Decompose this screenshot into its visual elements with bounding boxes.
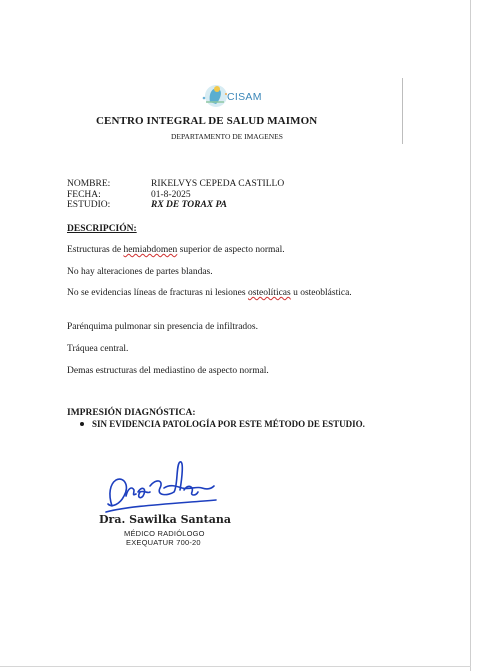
name-value: RIKELVYS CEPEDA CASTILLO <box>151 179 285 189</box>
impression-item-text: SIN EVIDENCIA PATOLOGÍA POR ESTE MÉTODO DE ESTUDIO. <box>92 419 365 429</box>
description-paragraph-5: Tráquea central. <box>67 344 129 354</box>
paragraph-text: u osteoblástica. <box>290 288 352 298</box>
paragraph-text: No se evidencias líneas de fracturas ni lesiones <box>67 288 248 298</box>
description-paragraph-1 <box>67 245 367 256</box>
name-label: NOMBRE: <box>67 179 111 189</box>
page-edge <box>470 0 471 671</box>
impression-item <box>80 419 365 429</box>
impression-title: IMPRESIÓN DIAGNÓSTICA: <box>67 408 196 418</box>
department-name: DEPARTAMENTO DE IMAGENES <box>171 132 283 141</box>
study-label: ESTUDIO: <box>67 200 111 210</box>
handwritten-signature <box>98 456 220 516</box>
paragraph-text: Estructuras de <box>67 245 124 255</box>
bullet-icon <box>80 422 84 426</box>
description-title: DESCRIPCIÓN: <box>67 224 137 234</box>
signature-name: Dra. Sawilka Santana <box>99 513 231 526</box>
signature-exequatur: EXEQUATUR 700-20 <box>126 538 201 547</box>
spellcheck-word: hemiabdomen <box>123 245 178 255</box>
spellcheck-word: osteolíticas <box>247 288 291 298</box>
logo-text: CISAM <box>227 91 262 103</box>
description-paragraph-6: Demas estructuras del mediastino de aspecto normal. <box>67 366 269 376</box>
description-paragraph-4: Parénquima pulmonar sin presencia de infiltrados. <box>67 322 259 332</box>
center-name: CENTRO INTEGRAL DE SALUD MAIMON <box>96 115 318 127</box>
paragraph-text: superior de aspecto normal. <box>177 245 285 255</box>
page-bottom-edge <box>0 666 471 667</box>
date-label: FECHA: <box>67 190 101 200</box>
header-margin-marker <box>402 78 403 144</box>
date-value: 01-8-2025 <box>151 190 191 200</box>
description-paragraph-3 <box>67 288 367 299</box>
signature-title: MÉDICO RADIÓLOGO <box>124 529 205 538</box>
study-value: RX DE TORAX PA <box>151 200 227 210</box>
description-paragraph-2: No hay alteraciones de partes blandas. <box>67 267 213 277</box>
